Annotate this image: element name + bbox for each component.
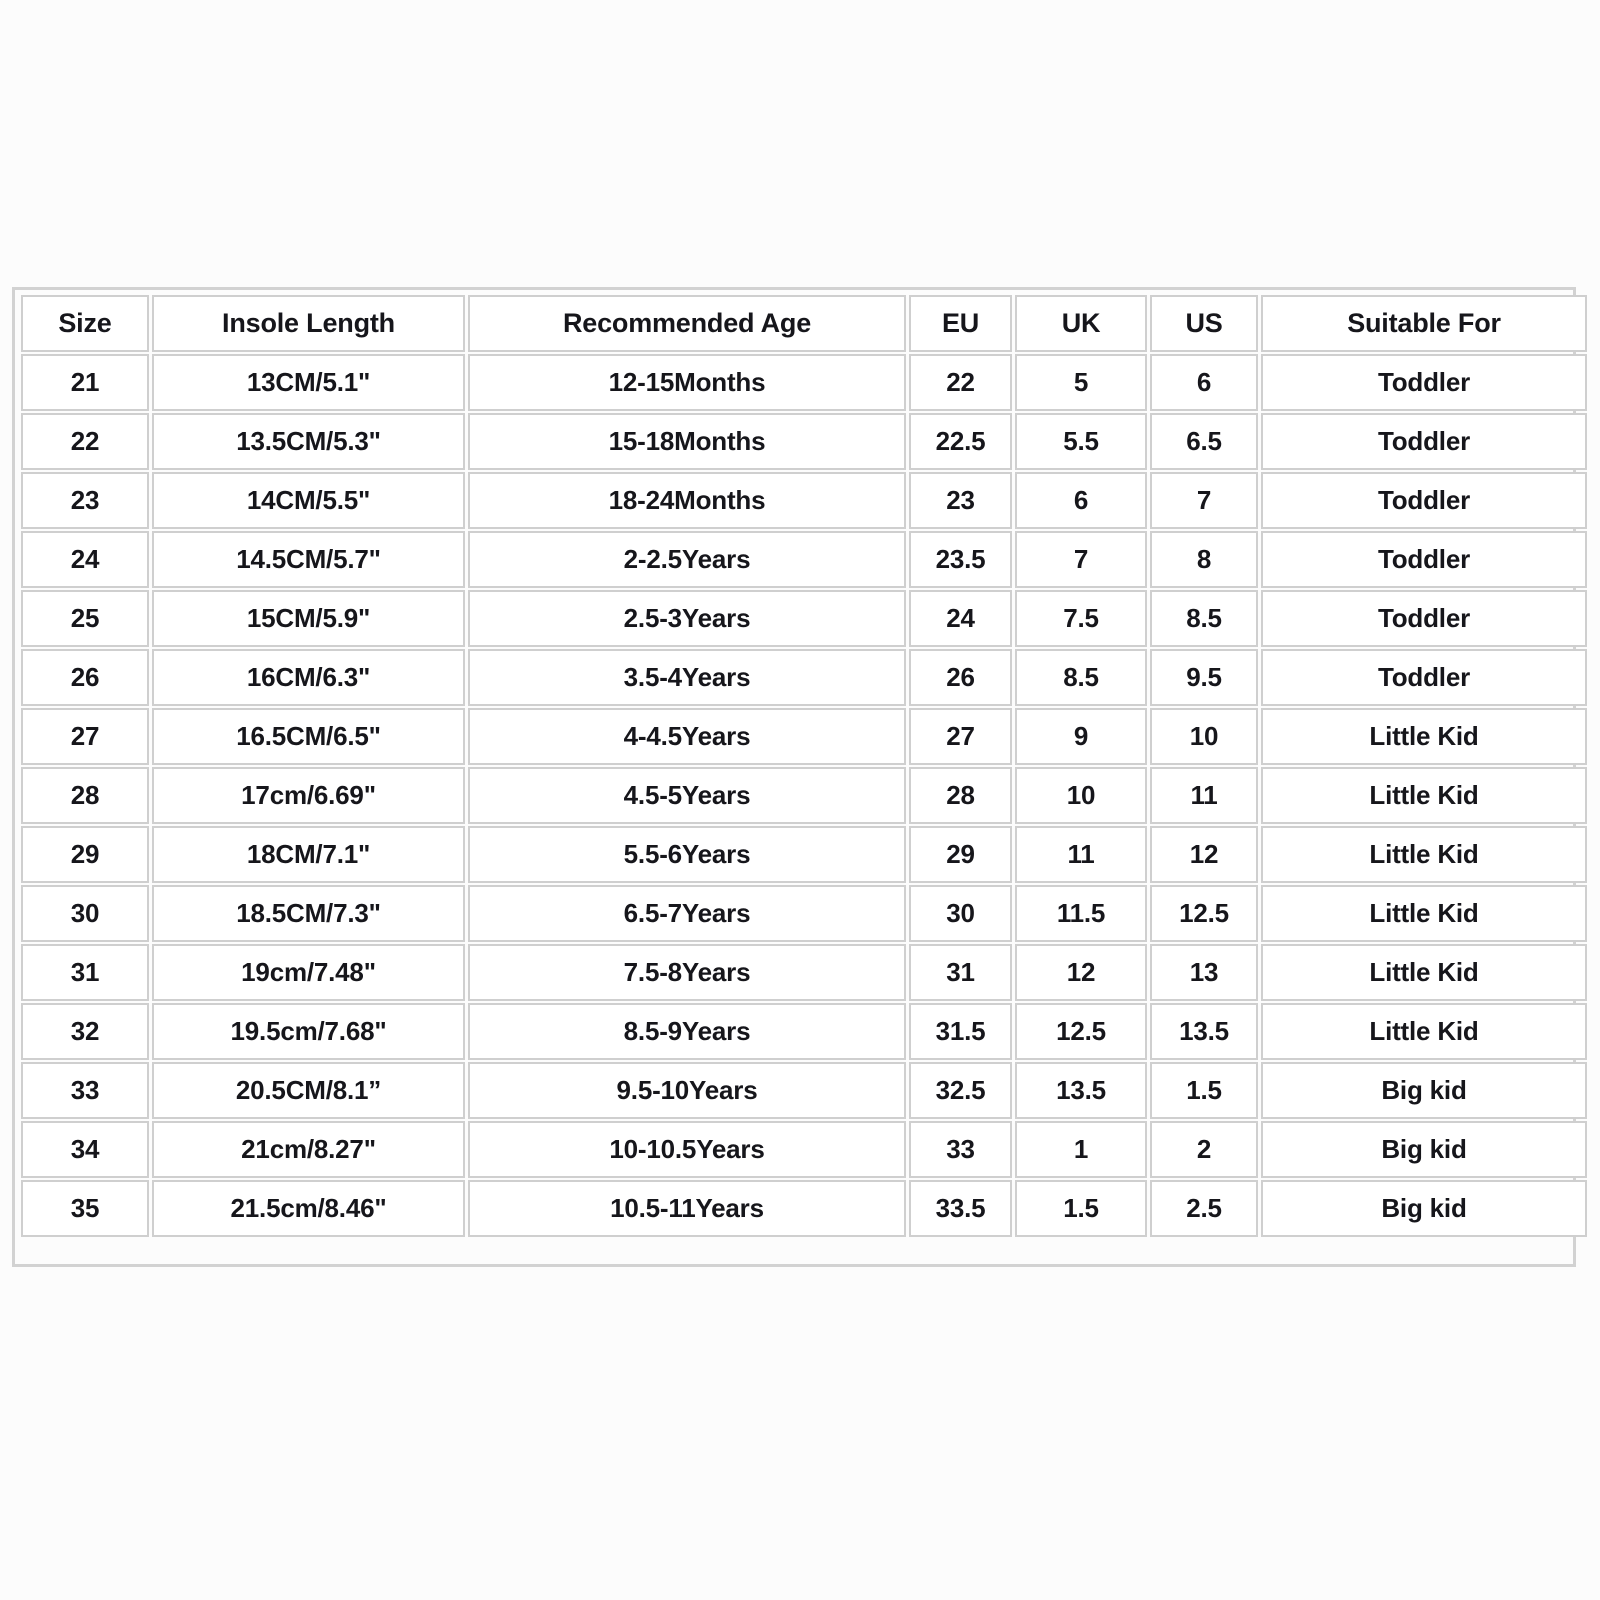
cell-eu: 32.5: [909, 1062, 1012, 1119]
cell-eu: 30: [909, 885, 1012, 942]
cell-recommended-age: 9.5-10Years: [468, 1062, 906, 1119]
cell-us: 6.5: [1150, 413, 1258, 470]
cell-size: 26: [21, 649, 149, 706]
cell-size: 27: [21, 708, 149, 765]
column-header-eu: EU: [909, 295, 1012, 352]
cell-eu: 24: [909, 590, 1012, 647]
cell-size: 34: [21, 1121, 149, 1178]
cell-us: 12: [1150, 826, 1258, 883]
table-row: [21, 1062, 1587, 1119]
cell-size: 31: [21, 944, 149, 1001]
cell-recommended-age: 18-24Months: [468, 472, 906, 529]
table-row: [21, 472, 1587, 529]
cell-us: 6: [1150, 354, 1258, 411]
size-chart-header: [21, 295, 1587, 352]
cell-suitable-for: Toddler: [1261, 413, 1587, 470]
cell-insole-length: 18CM/7.1": [152, 826, 465, 883]
cell-uk: 5.5: [1015, 413, 1147, 470]
table-row: [21, 767, 1587, 824]
table-row: [21, 413, 1587, 470]
cell-recommended-age: 4.5-5Years: [468, 767, 906, 824]
cell-eu: 26: [909, 649, 1012, 706]
cell-suitable-for: Toddler: [1261, 472, 1587, 529]
table-row: [21, 708, 1587, 765]
cell-recommended-age: 6.5-7Years: [468, 885, 906, 942]
cell-uk: 5: [1015, 354, 1147, 411]
size-chart-body: [21, 354, 1587, 1237]
cell-us: 1.5: [1150, 1062, 1258, 1119]
cell-size: 21: [21, 354, 149, 411]
cell-us: 8: [1150, 531, 1258, 588]
cell-insole-length: 14CM/5.5": [152, 472, 465, 529]
cell-uk: 11.5: [1015, 885, 1147, 942]
cell-us: 10: [1150, 708, 1258, 765]
cell-recommended-age: 12-15Months: [468, 354, 906, 411]
cell-uk: 12: [1015, 944, 1147, 1001]
cell-us: 9.5: [1150, 649, 1258, 706]
cell-size: 35: [21, 1180, 149, 1237]
table-row: [21, 1121, 1587, 1178]
cell-recommended-age: 2.5-3Years: [468, 590, 906, 647]
column-header-us: US: [1150, 295, 1258, 352]
cell-suitable-for: Little Kid: [1261, 708, 1587, 765]
cell-recommended-age: 2-2.5Years: [468, 531, 906, 588]
cell-suitable-for: Little Kid: [1261, 885, 1587, 942]
cell-insole-length: 14.5CM/5.7": [152, 531, 465, 588]
cell-uk: 6: [1015, 472, 1147, 529]
cell-uk: 11: [1015, 826, 1147, 883]
cell-us: 13.5: [1150, 1003, 1258, 1060]
cell-recommended-age: 7.5-8Years: [468, 944, 906, 1001]
cell-us: 13: [1150, 944, 1258, 1001]
cell-insole-length: 17cm/6.69": [152, 767, 465, 824]
cell-insole-length: 19cm/7.48": [152, 944, 465, 1001]
cell-insole-length: 16CM/6.3": [152, 649, 465, 706]
cell-insole-length: 13.5CM/5.3": [152, 413, 465, 470]
cell-eu: 22: [909, 354, 1012, 411]
table-row: [21, 944, 1587, 1001]
cell-suitable-for: Big kid: [1261, 1121, 1587, 1178]
size-chart-outer-frame: [12, 287, 1576, 1267]
cell-eu: 27: [909, 708, 1012, 765]
size-chart-table: [18, 293, 1590, 1239]
cell-insole-length: 13CM/5.1": [152, 354, 465, 411]
table-row: [21, 826, 1587, 883]
cell-insole-length: 18.5CM/7.3": [152, 885, 465, 942]
cell-suitable-for: Big kid: [1261, 1180, 1587, 1237]
cell-suitable-for: Little Kid: [1261, 826, 1587, 883]
cell-us: 2: [1150, 1121, 1258, 1178]
cell-recommended-age: 3.5-4Years: [468, 649, 906, 706]
cell-suitable-for: Little Kid: [1261, 1003, 1587, 1060]
table-row: [21, 1003, 1587, 1060]
cell-size: 23: [21, 472, 149, 529]
cell-recommended-age: 8.5-9Years: [468, 1003, 906, 1060]
column-header-insole-length: Insole Length: [152, 295, 465, 352]
cell-uk: 8.5: [1015, 649, 1147, 706]
cell-size: 25: [21, 590, 149, 647]
cell-us: 8.5: [1150, 590, 1258, 647]
cell-eu: 33: [909, 1121, 1012, 1178]
cell-suitable-for: Toddler: [1261, 354, 1587, 411]
cell-size: 29: [21, 826, 149, 883]
cell-recommended-age: 5.5-6Years: [468, 826, 906, 883]
cell-eu: 23: [909, 472, 1012, 529]
cell-us: 2.5: [1150, 1180, 1258, 1237]
cell-eu: 22.5: [909, 413, 1012, 470]
column-header-suitable-for: Suitable For: [1261, 295, 1587, 352]
cell-eu: 28: [909, 767, 1012, 824]
cell-size: 24: [21, 531, 149, 588]
cell-us: 12.5: [1150, 885, 1258, 942]
cell-eu: 23.5: [909, 531, 1012, 588]
table-row: [21, 885, 1587, 942]
cell-uk: 10: [1015, 767, 1147, 824]
cell-suitable-for: Toddler: [1261, 531, 1587, 588]
cell-suitable-for: Toddler: [1261, 590, 1587, 647]
cell-size: 22: [21, 413, 149, 470]
cell-insole-length: 19.5cm/7.68": [152, 1003, 465, 1060]
column-header-recommended-age: Recommended Age: [468, 295, 906, 352]
cell-uk: 1.5: [1015, 1180, 1147, 1237]
cell-eu: 31.5: [909, 1003, 1012, 1060]
cell-uk: 1: [1015, 1121, 1147, 1178]
table-row: [21, 354, 1587, 411]
cell-size: 28: [21, 767, 149, 824]
cell-uk: 7: [1015, 531, 1147, 588]
column-header-size: Size: [21, 295, 149, 352]
cell-recommended-age: 15-18Months: [468, 413, 906, 470]
cell-recommended-age: 10.5-11Years: [468, 1180, 906, 1237]
cell-suitable-for: Toddler: [1261, 649, 1587, 706]
cell-us: 7: [1150, 472, 1258, 529]
cell-recommended-age: 10-10.5Years: [468, 1121, 906, 1178]
cell-us: 11: [1150, 767, 1258, 824]
header-row: [21, 295, 1587, 352]
cell-size: 32: [21, 1003, 149, 1060]
cell-insole-length: 21.5cm/8.46": [152, 1180, 465, 1237]
cell-insole-length: 20.5CM/8.1”: [152, 1062, 465, 1119]
cell-suitable-for: Little Kid: [1261, 767, 1587, 824]
cell-eu: 29: [909, 826, 1012, 883]
cell-eu: 33.5: [909, 1180, 1012, 1237]
cell-insole-length: 16.5CM/6.5": [152, 708, 465, 765]
cell-suitable-for: Big kid: [1261, 1062, 1587, 1119]
cell-uk: 13.5: [1015, 1062, 1147, 1119]
cell-uk: 7.5: [1015, 590, 1147, 647]
cell-uk: 12.5: [1015, 1003, 1147, 1060]
column-header-uk: UK: [1015, 295, 1147, 352]
cell-eu: 31: [909, 944, 1012, 1001]
cell-insole-length: 15CM/5.9": [152, 590, 465, 647]
table-row: [21, 531, 1587, 588]
cell-suitable-for: Little Kid: [1261, 944, 1587, 1001]
table-row: [21, 1180, 1587, 1237]
cell-recommended-age: 4-4.5Years: [468, 708, 906, 765]
cell-size: 30: [21, 885, 149, 942]
table-row: [21, 590, 1587, 647]
cell-uk: 9: [1015, 708, 1147, 765]
cell-insole-length: 21cm/8.27": [152, 1121, 465, 1178]
cell-size: 33: [21, 1062, 149, 1119]
table-row: [21, 649, 1587, 706]
